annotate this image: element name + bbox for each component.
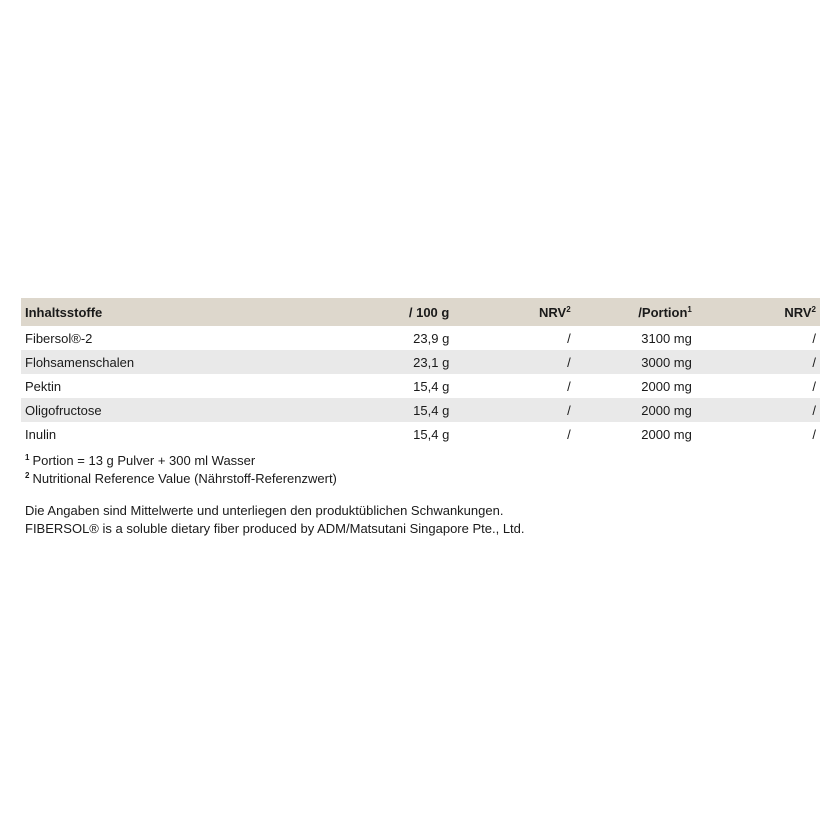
footnotes <box>25 452 337 488</box>
footnote <box>25 470 337 488</box>
table-row <box>21 398 820 422</box>
header-ingredients <box>21 298 342 326</box>
header-nrv-100g <box>453 298 574 326</box>
header-per-100g <box>342 298 453 326</box>
cell-per-100g: 23,1 g <box>413 354 450 370</box>
cell-nrv-portion: / <box>812 402 816 418</box>
trademark-line: FIBERSOL® is a soluble dietary fiber produced by ADM/Matsutani Singapore Pte., Ltd. <box>25 521 525 536</box>
cell-per-100g: 23,9 g <box>413 330 450 346</box>
cell-nrv-100g: / <box>567 330 571 346</box>
nutrition-table <box>21 298 820 446</box>
header-nrv-portion-label: NRV <box>784 304 812 320</box>
table-row <box>21 422 820 446</box>
header-per-portion <box>575 298 696 326</box>
disclaimer-notes <box>25 502 525 538</box>
header-per-portion-label: /Portion <box>638 304 688 320</box>
cell-ingredient-name: Flohsamenschalen <box>25 354 135 370</box>
header-per-portion-footnote-ref: 1 <box>687 304 692 314</box>
header-nrv-portion-footnote-ref: 2 <box>811 304 816 314</box>
footnote-mark: 1 <box>25 453 30 462</box>
cell-per-portion: 3100 mg <box>641 330 692 346</box>
header-nrv-100g-label: NRV <box>539 304 567 320</box>
cell-per-portion: 2000 mg <box>641 426 692 442</box>
footnote <box>25 452 337 470</box>
header-nrv-100g-footnote-ref: 2 <box>566 304 571 314</box>
table-header <box>21 298 820 326</box>
cell-per-100g: 15,4 g <box>413 378 450 394</box>
cell-nrv-portion: / <box>812 330 816 346</box>
cell-per-portion: 2000 mg <box>641 378 692 394</box>
cell-nrv-portion: / <box>812 354 816 370</box>
cell-ingredient-name: Fibersol®-2 <box>25 330 93 346</box>
cell-ingredient-name: Oligofructose <box>25 402 102 418</box>
cell-ingredient-name: Pektin <box>25 378 62 394</box>
table-header-row <box>21 298 820 326</box>
cell-nrv-100g: / <box>567 354 571 370</box>
footnote-text: Nutritional Reference Value (Nährstoff-Referenzwert) <box>32 471 337 486</box>
table-row <box>21 326 820 350</box>
cell-nrv-100g: / <box>567 378 571 394</box>
cell-nrv-portion: / <box>812 378 816 394</box>
header-nrv-portion <box>696 298 820 326</box>
cell-per-portion: 3000 mg <box>641 354 692 370</box>
header-per-100g-label: / 100 g <box>408 304 450 320</box>
disclaimer-line: Die Angaben sind Mittelwerte und unterliegen den produktüblichen Schwankungen. <box>25 503 504 518</box>
table-body <box>21 326 820 446</box>
table-row <box>21 350 820 374</box>
cell-nrv-portion: / <box>812 426 816 442</box>
table-row <box>21 374 820 398</box>
cell-nrv-100g: / <box>567 426 571 442</box>
cell-per-100g: 15,4 g <box>413 402 450 418</box>
footnote-mark: 2 <box>25 471 30 480</box>
header-ingredients-label: Inhaltsstoffe <box>25 304 103 320</box>
cell-ingredient-name: Inulin <box>25 426 57 442</box>
cell-nrv-100g: / <box>567 402 571 418</box>
cell-per-portion: 2000 mg <box>641 402 692 418</box>
cell-per-100g: 15,4 g <box>413 426 450 442</box>
footnote-text: Portion = 13 g Pulver + 300 ml Wasser <box>32 453 256 468</box>
